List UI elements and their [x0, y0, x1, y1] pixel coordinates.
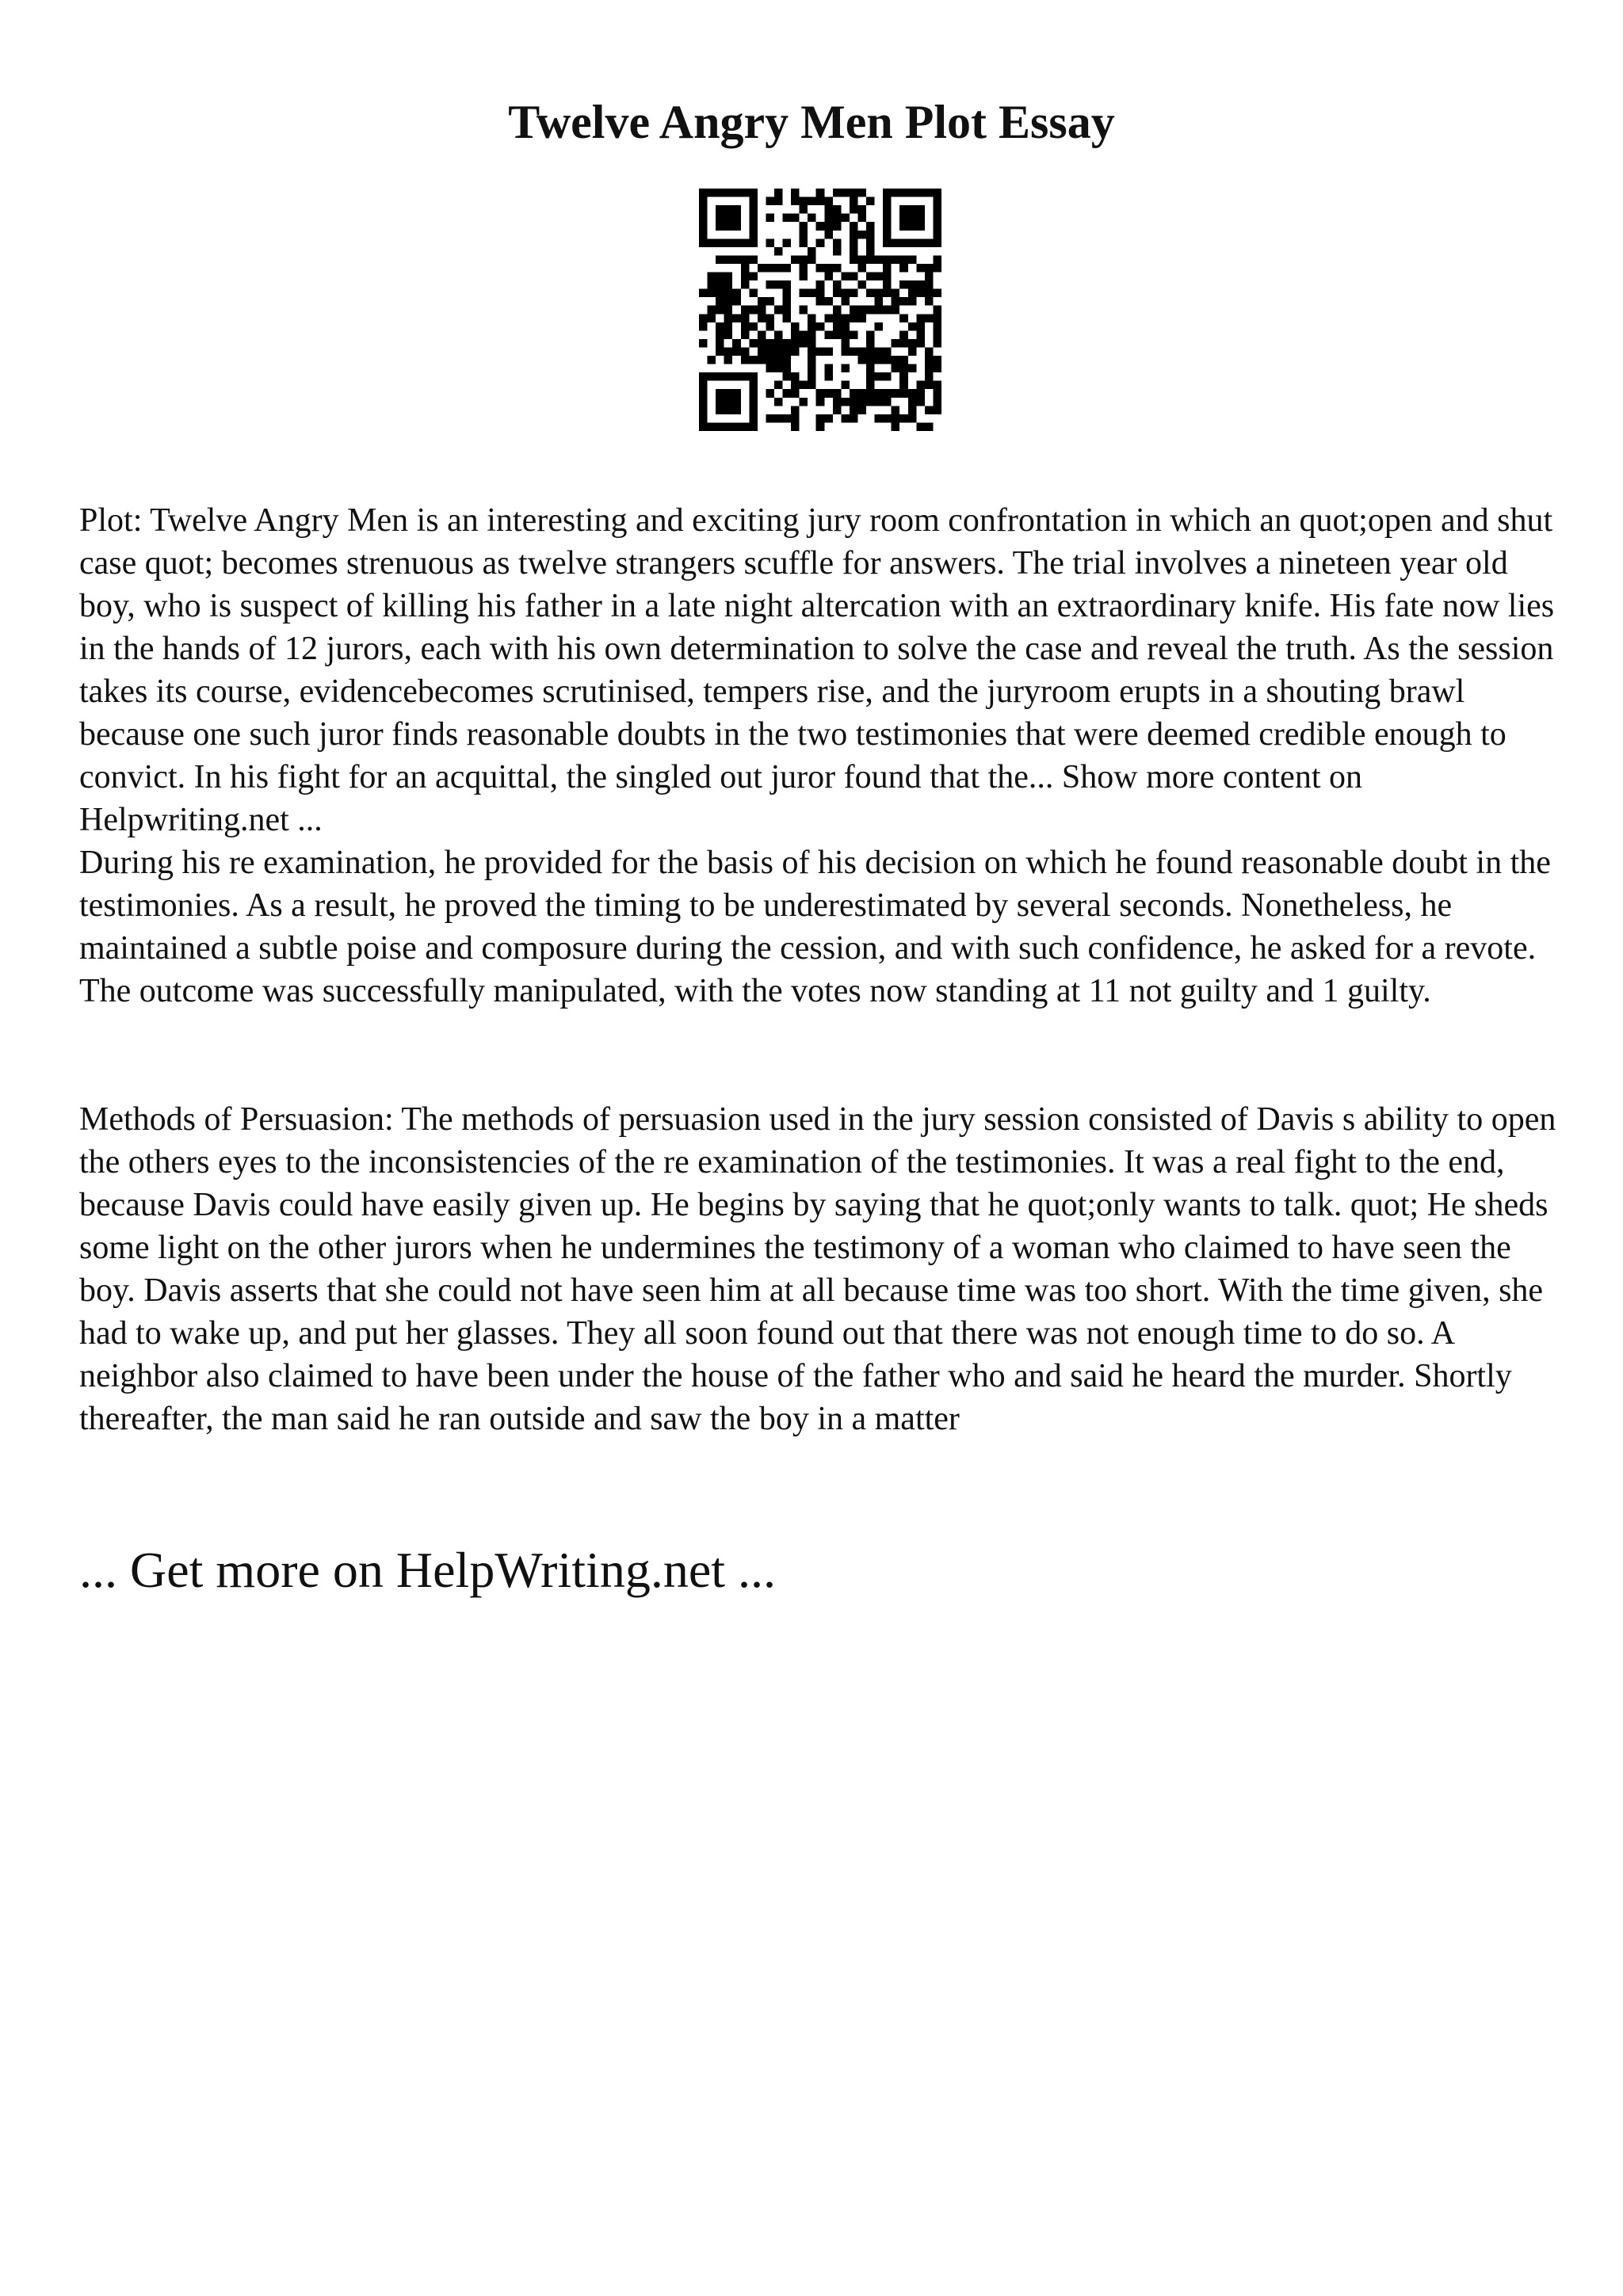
qr-code-icon	[699, 189, 941, 431]
document-title: Twelve Angry Men Plot Essay	[508, 96, 1115, 148]
get-more-link[interactable]: ... Get more on HelpWriting.net ...	[79, 1542, 776, 1598]
paragraph-methods-of-persuasion: Methods of Persuasion: The methods of persuasion used in the jury session consisted of Davis s ability to open the others eyes to the inconsistencies of the re examination of the testimonies. It was a real fight to the end, because Davis could have easily given up. He begins by saying that he quot;only wants to talk. quot; He sheds some light on the other jurors when he undermines the testimony of a woman who claimed to have seen the boy. Davis asserts that she could not have seen him at all because time was too short. With the time given, she had to wake up, and put her glasses. They all soon found out that there was not enough time to do so. A neighbor also claimed to have been under the house of the father who and said he heard the murder. Shortly thereafter, the man said he ran outside and saw the boy in a matter	[79, 1101, 1556, 1437]
paragraph-plot: Plot: Twelve Angry Men is an interesting and exciting jury room confrontation in which an quot;open and shut case quot; becomes strenuous as twelve strangers scuffle for answers. The trial involves a nineteen year old boy, who is suspect of killing his father in a late night altercation with an extraordinary knife. His fate now lies in the hands of 12 jurors, each with his own determination to solve the case and reveal the truth. As the session takes its course, evidencebecomes scrutinised, tempers rise, and the juryroom erupts in a shouting brawl because one such juror finds reasonable doubts in the two testimonies that were deemed credible enough to convict. In his fight for an acquittal, the singled out juror found that the... Show more content on Helpwriting.net ... During his re examination, he provided for the basis of his decision on which he found reasonable doubt in the testimonies. As a result, he proved the timing to be underestimated by several seconds. Nonetheless, he maintained a subtle poise and composure during the cession, and with such confidence, he asked for a revote. The outcome was successfully manipulated, with the votes now standing at 11 not guilty and 1 guilty.	[79, 502, 1555, 1009]
